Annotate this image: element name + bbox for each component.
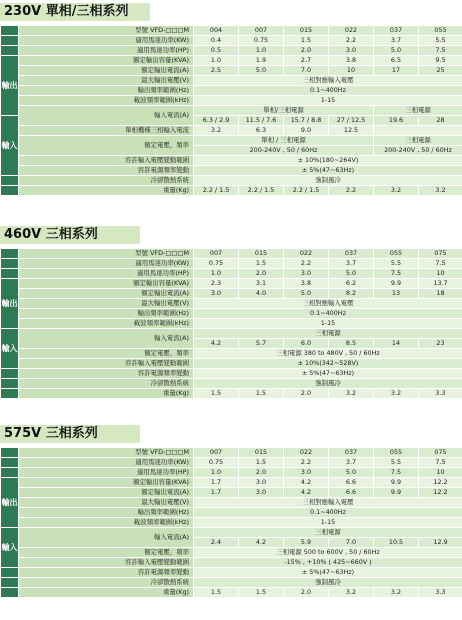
- table-cell: [1, 458, 19, 468]
- table-cell: 7.0: [329, 538, 374, 548]
- table-cell: 12.9: [419, 538, 462, 548]
- row-label: 重量(Kg): [19, 186, 194, 196]
- table-cell: 9.9: [374, 279, 419, 289]
- table-cell: 5.0: [284, 289, 329, 299]
- section-title: 460V 三相系列: [4, 227, 98, 242]
- table-row: [1, 448, 462, 458]
- table-cell: 1.0: [194, 269, 239, 279]
- table-cell: 三相電源: [194, 528, 462, 538]
- table-cell: [1, 389, 19, 399]
- table-row: [1, 588, 462, 598]
- table-cell: 022: [284, 448, 329, 458]
- table-cell: 10: [419, 269, 462, 279]
- row-label: 容許電源頻率變動: [19, 568, 194, 578]
- table-cell: 三相電源: [374, 136, 462, 146]
- row-label: 型號 VFD-□□□M: [19, 249, 194, 259]
- table-row: [1, 26, 462, 36]
- table-cell: 1.5: [194, 588, 239, 598]
- table-cell: [1, 36, 19, 46]
- row-label: 型號 VFD-□□□M: [19, 448, 194, 458]
- table-cell: 055: [374, 448, 419, 458]
- row-label: 冷卻散熱系統: [19, 578, 194, 588]
- table-cell: 0.4: [194, 36, 239, 46]
- table-row: [1, 289, 462, 299]
- table-cell: 2.0: [239, 468, 284, 478]
- table-cell: 3.3: [419, 588, 462, 598]
- table-cell: 3.7: [329, 259, 374, 269]
- table-cell: 三相電源: [194, 329, 462, 339]
- row-label: 容許電源頻率變動: [19, 369, 194, 379]
- row-label: 輸出頻率範圍(Hz): [19, 508, 194, 518]
- table-cell: [1, 249, 19, 259]
- table-cell: 5.0: [329, 468, 374, 478]
- table-cell: 2.0: [284, 46, 329, 56]
- table-cell: 0.5: [194, 46, 239, 56]
- table-cell: 7.5: [419, 46, 462, 56]
- table-cell: 10: [329, 66, 374, 76]
- table-cell: 12.2: [419, 478, 462, 488]
- table-cell: 6.3 / 2.9: [194, 116, 239, 126]
- table-cell: 5.7: [239, 339, 284, 349]
- table-cell: 037: [329, 249, 374, 259]
- table-cell: 3.7: [374, 36, 419, 46]
- table-row: [1, 518, 462, 528]
- table-cell: 3.2: [374, 389, 419, 399]
- table-row: [1, 379, 462, 389]
- row-label: 額定電壓，頻率: [19, 136, 194, 156]
- spec-table-460v: [0, 248, 462, 399]
- row-label: 最大輸出電壓(V): [19, 299, 194, 309]
- table-cell: 200-240V , 50 / 60Hz: [194, 146, 374, 156]
- table-cell: [1, 468, 19, 478]
- table-cell: 2.2 / 1.5: [239, 186, 284, 196]
- table-row: [1, 349, 462, 359]
- table-cell: 2.2: [329, 36, 374, 46]
- table-cell: 6.6: [329, 478, 374, 488]
- table-cell: 強制風冷: [194, 578, 462, 588]
- table-row: [1, 56, 462, 66]
- table-row: [1, 458, 462, 468]
- group-label-input: 輸入: [1, 329, 19, 369]
- table-cell: 單相 / 三相電源: [194, 136, 374, 146]
- table-cell: 0.75: [239, 36, 284, 46]
- table-cell: 1.0: [194, 56, 239, 66]
- spec-table-230v: [0, 25, 462, 196]
- table-cell: 037: [329, 448, 374, 458]
- row-label: 適用馬達功率(HP): [19, 46, 194, 56]
- table-cell: 4.2: [239, 538, 284, 548]
- table-cell: 015: [284, 26, 329, 36]
- table-cell: [1, 186, 19, 196]
- table-row: [1, 259, 462, 269]
- row-label: 輸入電流(A): [19, 528, 194, 548]
- row-label: 容許電源頻率變動: [19, 166, 194, 176]
- row-label: 額定輸出電流(A): [19, 488, 194, 498]
- table-cell: 1.5: [194, 389, 239, 399]
- table-cell: 2.2: [284, 458, 329, 468]
- table-cell: 1.7: [194, 488, 239, 498]
- table-cell: 28: [419, 116, 462, 126]
- table-cell: 5.5: [374, 458, 419, 468]
- table-cell: 9.9: [374, 488, 419, 498]
- table-cell: 0.75: [194, 458, 239, 468]
- table-cell: 2.2: [284, 259, 329, 269]
- section-title: 230V 單相/三相系列: [4, 4, 129, 19]
- table-cell: 6.3: [239, 126, 284, 136]
- group-label-input: 輸入: [1, 528, 19, 568]
- table-cell: 7.0: [284, 66, 329, 76]
- table-row: [1, 46, 462, 56]
- table-cell: 7.5: [419, 458, 462, 468]
- table-cell: 4.2: [194, 339, 239, 349]
- table-cell: 13: [374, 289, 419, 299]
- table-row: [1, 508, 462, 518]
- table-cell: 037: [374, 26, 419, 36]
- table-cell: [1, 26, 19, 36]
- table-cell: 18: [419, 289, 462, 299]
- table-cell: 5.9: [284, 538, 329, 548]
- table-cell: -15% , +10% ( 425~660V ): [194, 558, 462, 568]
- table-cell: 8.2: [329, 289, 374, 299]
- table-cell: [1, 369, 19, 379]
- table-row: [1, 548, 462, 558]
- table-cell: 3.2: [374, 186, 419, 196]
- table-cell: 3.0: [194, 289, 239, 299]
- table-row: [1, 329, 462, 339]
- row-label: 載波頻率範圍(kHz): [19, 518, 194, 528]
- group-label-output: 輸出: [1, 478, 19, 528]
- table-cell: 2.3: [194, 279, 239, 289]
- table-cell: 三相對應輸入電壓: [194, 76, 462, 86]
- table-cell: 5.0: [374, 46, 419, 56]
- table-cell: [1, 379, 19, 389]
- table-cell: 1.0: [194, 468, 239, 478]
- table-cell: 015: [239, 448, 284, 458]
- table-cell: 9.0: [284, 126, 329, 136]
- table-row: [1, 558, 462, 568]
- table-row: [1, 156, 462, 166]
- table-cell: 1.5: [239, 458, 284, 468]
- table-cell: 10.5: [374, 538, 419, 548]
- table-cell: 004: [194, 26, 239, 36]
- table-cell: 055: [374, 249, 419, 259]
- table-cell: 3.2: [194, 126, 239, 136]
- table-row: [1, 568, 462, 578]
- table-cell: 007: [194, 448, 239, 458]
- table-cell: 25: [419, 66, 462, 76]
- row-label: 重量(Kg): [19, 389, 194, 399]
- table-cell: 4.2: [284, 488, 329, 498]
- row-label: 適用馬達功率(KW): [19, 458, 194, 468]
- table-cell: 3.2: [329, 389, 374, 399]
- table-cell: ± 5%(47~63Hz): [194, 568, 462, 578]
- table-row: [1, 468, 462, 478]
- row-label: 載波頻率範圍(kHz): [19, 319, 194, 329]
- table-cell: 三相電源 500 to 600V , 50 / 60Hz: [194, 548, 462, 558]
- table-cell: 2.2: [329, 186, 374, 196]
- table-row: [1, 578, 462, 588]
- table-cell: 0.75: [194, 259, 239, 269]
- group-label-output: 輸出: [1, 279, 19, 329]
- table-cell: 3.2: [374, 588, 419, 598]
- row-label: 輸入電流(A): [19, 329, 194, 349]
- table-cell: 單相/三相電源: [194, 106, 374, 116]
- row-label: 容許輸入電壓變動範圍: [19, 359, 194, 369]
- table-cell: 3.0: [239, 488, 284, 498]
- row-label: 額定輸出電流(A): [19, 289, 194, 299]
- row-label: 適用馬達功率(KW): [19, 259, 194, 269]
- table-cell: 19.6: [374, 116, 419, 126]
- table-row: [1, 369, 462, 379]
- table-cell: 3.8: [329, 56, 374, 66]
- row-label: 冷卻散熱系統: [19, 379, 194, 389]
- table-cell: 11.5 / 7.6: [239, 116, 284, 126]
- table-cell: 1.0: [239, 46, 284, 56]
- table-row: [1, 299, 462, 309]
- table-cell: 23: [419, 339, 462, 349]
- table-cell: 三相對應輸入電壓: [194, 299, 462, 309]
- table-cell: 17: [374, 66, 419, 76]
- table-row: [1, 528, 462, 538]
- table-cell: 4.2: [284, 478, 329, 488]
- table-cell: 2.0: [284, 389, 329, 399]
- table-cell: 022: [329, 26, 374, 36]
- table-cell: 007: [194, 249, 239, 259]
- row-label: 額定電壓，頻率: [19, 548, 194, 558]
- table-cell: [1, 176, 19, 186]
- table-cell: 075: [419, 448, 462, 458]
- table-cell: 6.5: [374, 56, 419, 66]
- table-cell: 3.8: [284, 279, 329, 289]
- table-cell: 1.7: [194, 478, 239, 488]
- row-label: 額定輸出容量(KVA): [19, 279, 194, 289]
- group-label-output: 輸出: [1, 56, 19, 116]
- row-label: 輸出頻率範圍(Hz): [19, 309, 194, 319]
- table-row: [1, 249, 462, 259]
- table-row: [1, 478, 462, 488]
- table-cell: 3.7: [329, 458, 374, 468]
- table-row: [1, 96, 462, 106]
- table-cell: 5.0: [329, 269, 374, 279]
- table-cell: 10: [419, 468, 462, 478]
- row-label: 載波頻率範圍(kHz): [19, 96, 194, 106]
- table-row: [1, 86, 462, 96]
- row-label: 額定輸出容量(KVA): [19, 56, 194, 66]
- table-cell: 3.0: [284, 269, 329, 279]
- table-cell: 三相電源: [374, 106, 462, 116]
- table-cell: 200-240V , 50 / 60Hz: [374, 146, 462, 156]
- table-cell: [1, 588, 19, 598]
- table-cell: 15.7 / 8.8: [284, 116, 329, 126]
- table-row: [1, 66, 462, 76]
- table-cell: 2.7: [284, 56, 329, 66]
- table-cell: 9.9: [374, 478, 419, 488]
- table-cell: 8.5: [329, 339, 374, 349]
- table-cell: 強制風冷: [194, 379, 462, 389]
- table-row: [1, 106, 462, 116]
- table-cell: 強制風冷: [194, 176, 462, 186]
- table-cell: 055: [419, 26, 462, 36]
- table-cell: 6.2: [329, 279, 374, 289]
- table-cell: ± 10%(342~528V): [194, 359, 462, 369]
- table-cell: [374, 126, 462, 136]
- table-cell: 3.3: [419, 389, 462, 399]
- table-cell: 3.0: [329, 46, 374, 56]
- table-cell: [1, 46, 19, 56]
- table-cell: 三相對應輸入電壓: [194, 498, 462, 508]
- table-cell: ± 10%(180~264V): [194, 156, 462, 166]
- table-cell: 1-15: [194, 518, 462, 528]
- table-cell: 12.2: [419, 488, 462, 498]
- row-label: 適用馬達功率(HP): [19, 269, 194, 279]
- table-cell: ± 5%(47~63Hz): [194, 166, 462, 176]
- table-cell: 1.5: [239, 259, 284, 269]
- table-row: [1, 76, 462, 86]
- table-cell: 27 / 12.5: [329, 116, 374, 126]
- table-cell: 6.0: [284, 339, 329, 349]
- row-label: 重量(Kg): [19, 588, 194, 598]
- table-cell: 2.0: [239, 269, 284, 279]
- section-title: 575V 三相系列: [4, 426, 98, 441]
- table-cell: 14: [374, 339, 419, 349]
- table-cell: 022: [284, 249, 329, 259]
- table-cell: 2.2 / 1.5: [194, 186, 239, 196]
- table-cell: 075: [419, 249, 462, 259]
- row-label: 型號 VFD-□□□M: [19, 26, 194, 36]
- table-cell: 0.1~400Hz: [194, 508, 462, 518]
- table-cell: [1, 448, 19, 458]
- row-label: 適用馬達功率(HP): [19, 468, 194, 478]
- table-row: [1, 36, 462, 46]
- row-label: 額定電壓，頻率: [19, 349, 194, 359]
- table-cell: 2.4: [194, 538, 239, 548]
- row-label: 容許輸入電壓變動範圍: [19, 558, 194, 568]
- table-cell: [1, 568, 19, 578]
- table-row: [1, 389, 462, 399]
- table-cell: 1.5: [239, 588, 284, 598]
- table-cell: 007: [239, 26, 284, 36]
- table-cell: 1.5: [284, 36, 329, 46]
- table-cell: 3.0: [284, 468, 329, 478]
- spec-table-575v: [0, 447, 462, 598]
- table-cell: 4.0: [239, 289, 284, 299]
- table-row: [1, 166, 462, 176]
- table-cell: 7.5: [374, 269, 419, 279]
- table-cell: [1, 259, 19, 269]
- table-cell: 6.6: [329, 488, 374, 498]
- table-cell: 12.5: [329, 126, 374, 136]
- table-row: [1, 126, 462, 136]
- table-row: [1, 309, 462, 319]
- table-row: [1, 319, 462, 329]
- table-cell: 2.5: [194, 66, 239, 76]
- row-label: 額定輸出容量(KVA): [19, 478, 194, 488]
- row-label: 最大輸出電壓(V): [19, 76, 194, 86]
- table-cell: 1.9: [239, 56, 284, 66]
- table-cell: 13.7: [419, 279, 462, 289]
- table-row: [1, 269, 462, 279]
- table-row: [1, 488, 462, 498]
- table-row: [1, 359, 462, 369]
- table-cell: 9.5: [419, 56, 462, 66]
- table-cell: 5.5: [374, 259, 419, 269]
- table-cell: 2.0: [284, 588, 329, 598]
- row-label: 冷卻散熱系統: [19, 176, 194, 186]
- table-cell: 015: [239, 249, 284, 259]
- table-cell: [1, 578, 19, 588]
- table-row: [1, 186, 462, 196]
- table-cell: 三相電源 380 to 480V , 50 / 60Hz: [194, 349, 462, 359]
- table-cell: 5.0: [239, 66, 284, 76]
- row-label: 額定輸出電流(A): [19, 66, 194, 76]
- row-label: 單相機種三相輸入電流: [19, 126, 194, 136]
- table-cell: 3.0: [239, 478, 284, 488]
- table-cell: 7.5: [374, 468, 419, 478]
- table-cell: 1-15: [194, 96, 462, 106]
- table-row: [1, 279, 462, 289]
- table-cell: 3.2: [419, 186, 462, 196]
- table-cell: 5.5: [419, 36, 462, 46]
- table-cell: 1-15: [194, 319, 462, 329]
- table-cell: 2.2 / 1.5: [284, 186, 329, 196]
- row-label: 輸出頻率範圍(Hz): [19, 86, 194, 96]
- row-label: 適用馬達功率(KW): [19, 36, 194, 46]
- table-row: [1, 498, 462, 508]
- table-row: [1, 136, 462, 146]
- row-label: 容許輸入電壓變動範圍: [19, 156, 194, 166]
- table-row: [1, 176, 462, 186]
- table-cell: 0.1~400Hz: [194, 309, 462, 319]
- table-cell: 3.2: [329, 588, 374, 598]
- table-cell: 3.1: [239, 279, 284, 289]
- table-cell: 7.5: [419, 259, 462, 269]
- group-label-input: 輸入: [1, 116, 19, 176]
- table-cell: 0.1~400Hz: [194, 86, 462, 96]
- row-label: 輸入電流(A): [19, 106, 194, 126]
- table-cell: ± 5%(47~63Hz): [194, 369, 462, 379]
- row-label: 最大輸出電壓(V): [19, 498, 194, 508]
- table-cell: [1, 269, 19, 279]
- table-cell: 1.5: [239, 389, 284, 399]
